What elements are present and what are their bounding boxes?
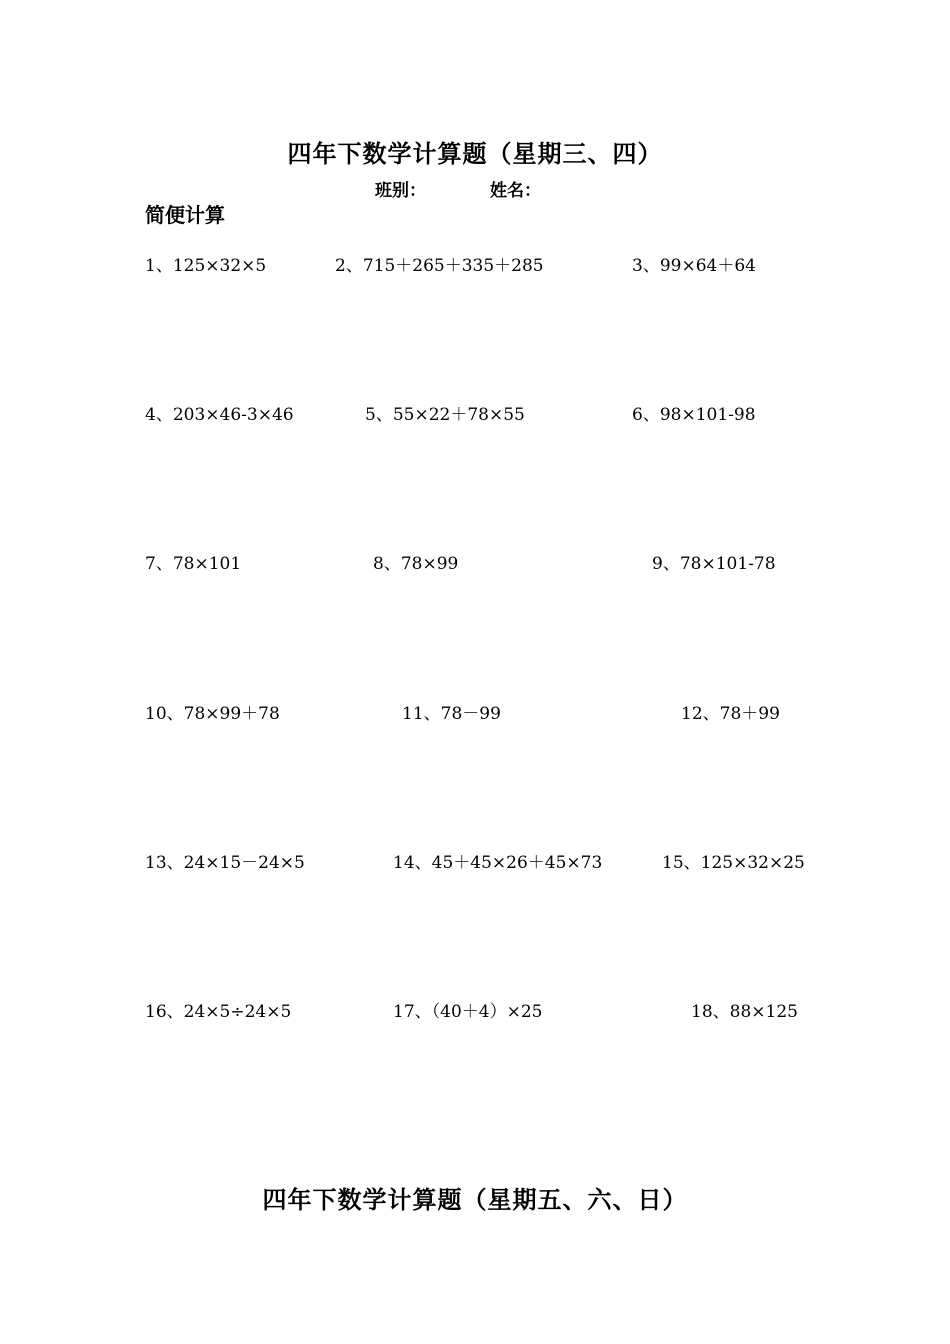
problem-2: 2、715＋265＋335＋285 [335,256,544,276]
name-label: 姓名： [490,181,541,201]
worksheet-title-2: 四年下数学计算题（星期五、六、日） [262,1186,688,1214]
section-heading: 简便计算 [145,203,225,227]
problem-16: 16、24×5÷24×5 [145,1002,292,1022]
problem-15: 15、125×32×25 [662,853,805,873]
problem-5: 5、55×22＋78×55 [365,405,525,425]
class-label: 班别： [375,181,426,201]
problem-18: 18、88×125 [691,1002,798,1022]
problem-12: 12、78＋99 [681,704,780,724]
problem-7: 7、78×101 [145,554,242,574]
problem-4: 4、203×46-3×46 [145,405,294,425]
problem-10: 10、78×99＋78 [145,704,280,724]
problem-8: 8、78×99 [373,554,459,574]
problem-14: 14、45＋45×26＋45×73 [393,853,603,873]
problem-6: 6、98×101-98 [632,405,756,425]
problem-11: 11、78－99 [402,704,501,724]
worksheet-title: 四年下数学计算题（星期三、四） [287,140,663,168]
problem-13: 13、24×15－24×5 [145,853,305,873]
problem-17: 17、（40＋4）×25 [393,1002,543,1022]
problem-1: 1、125×32×5 [145,256,267,276]
problem-9: 9、78×101-78 [652,554,776,574]
problem-3: 3、99×64＋64 [632,256,756,276]
